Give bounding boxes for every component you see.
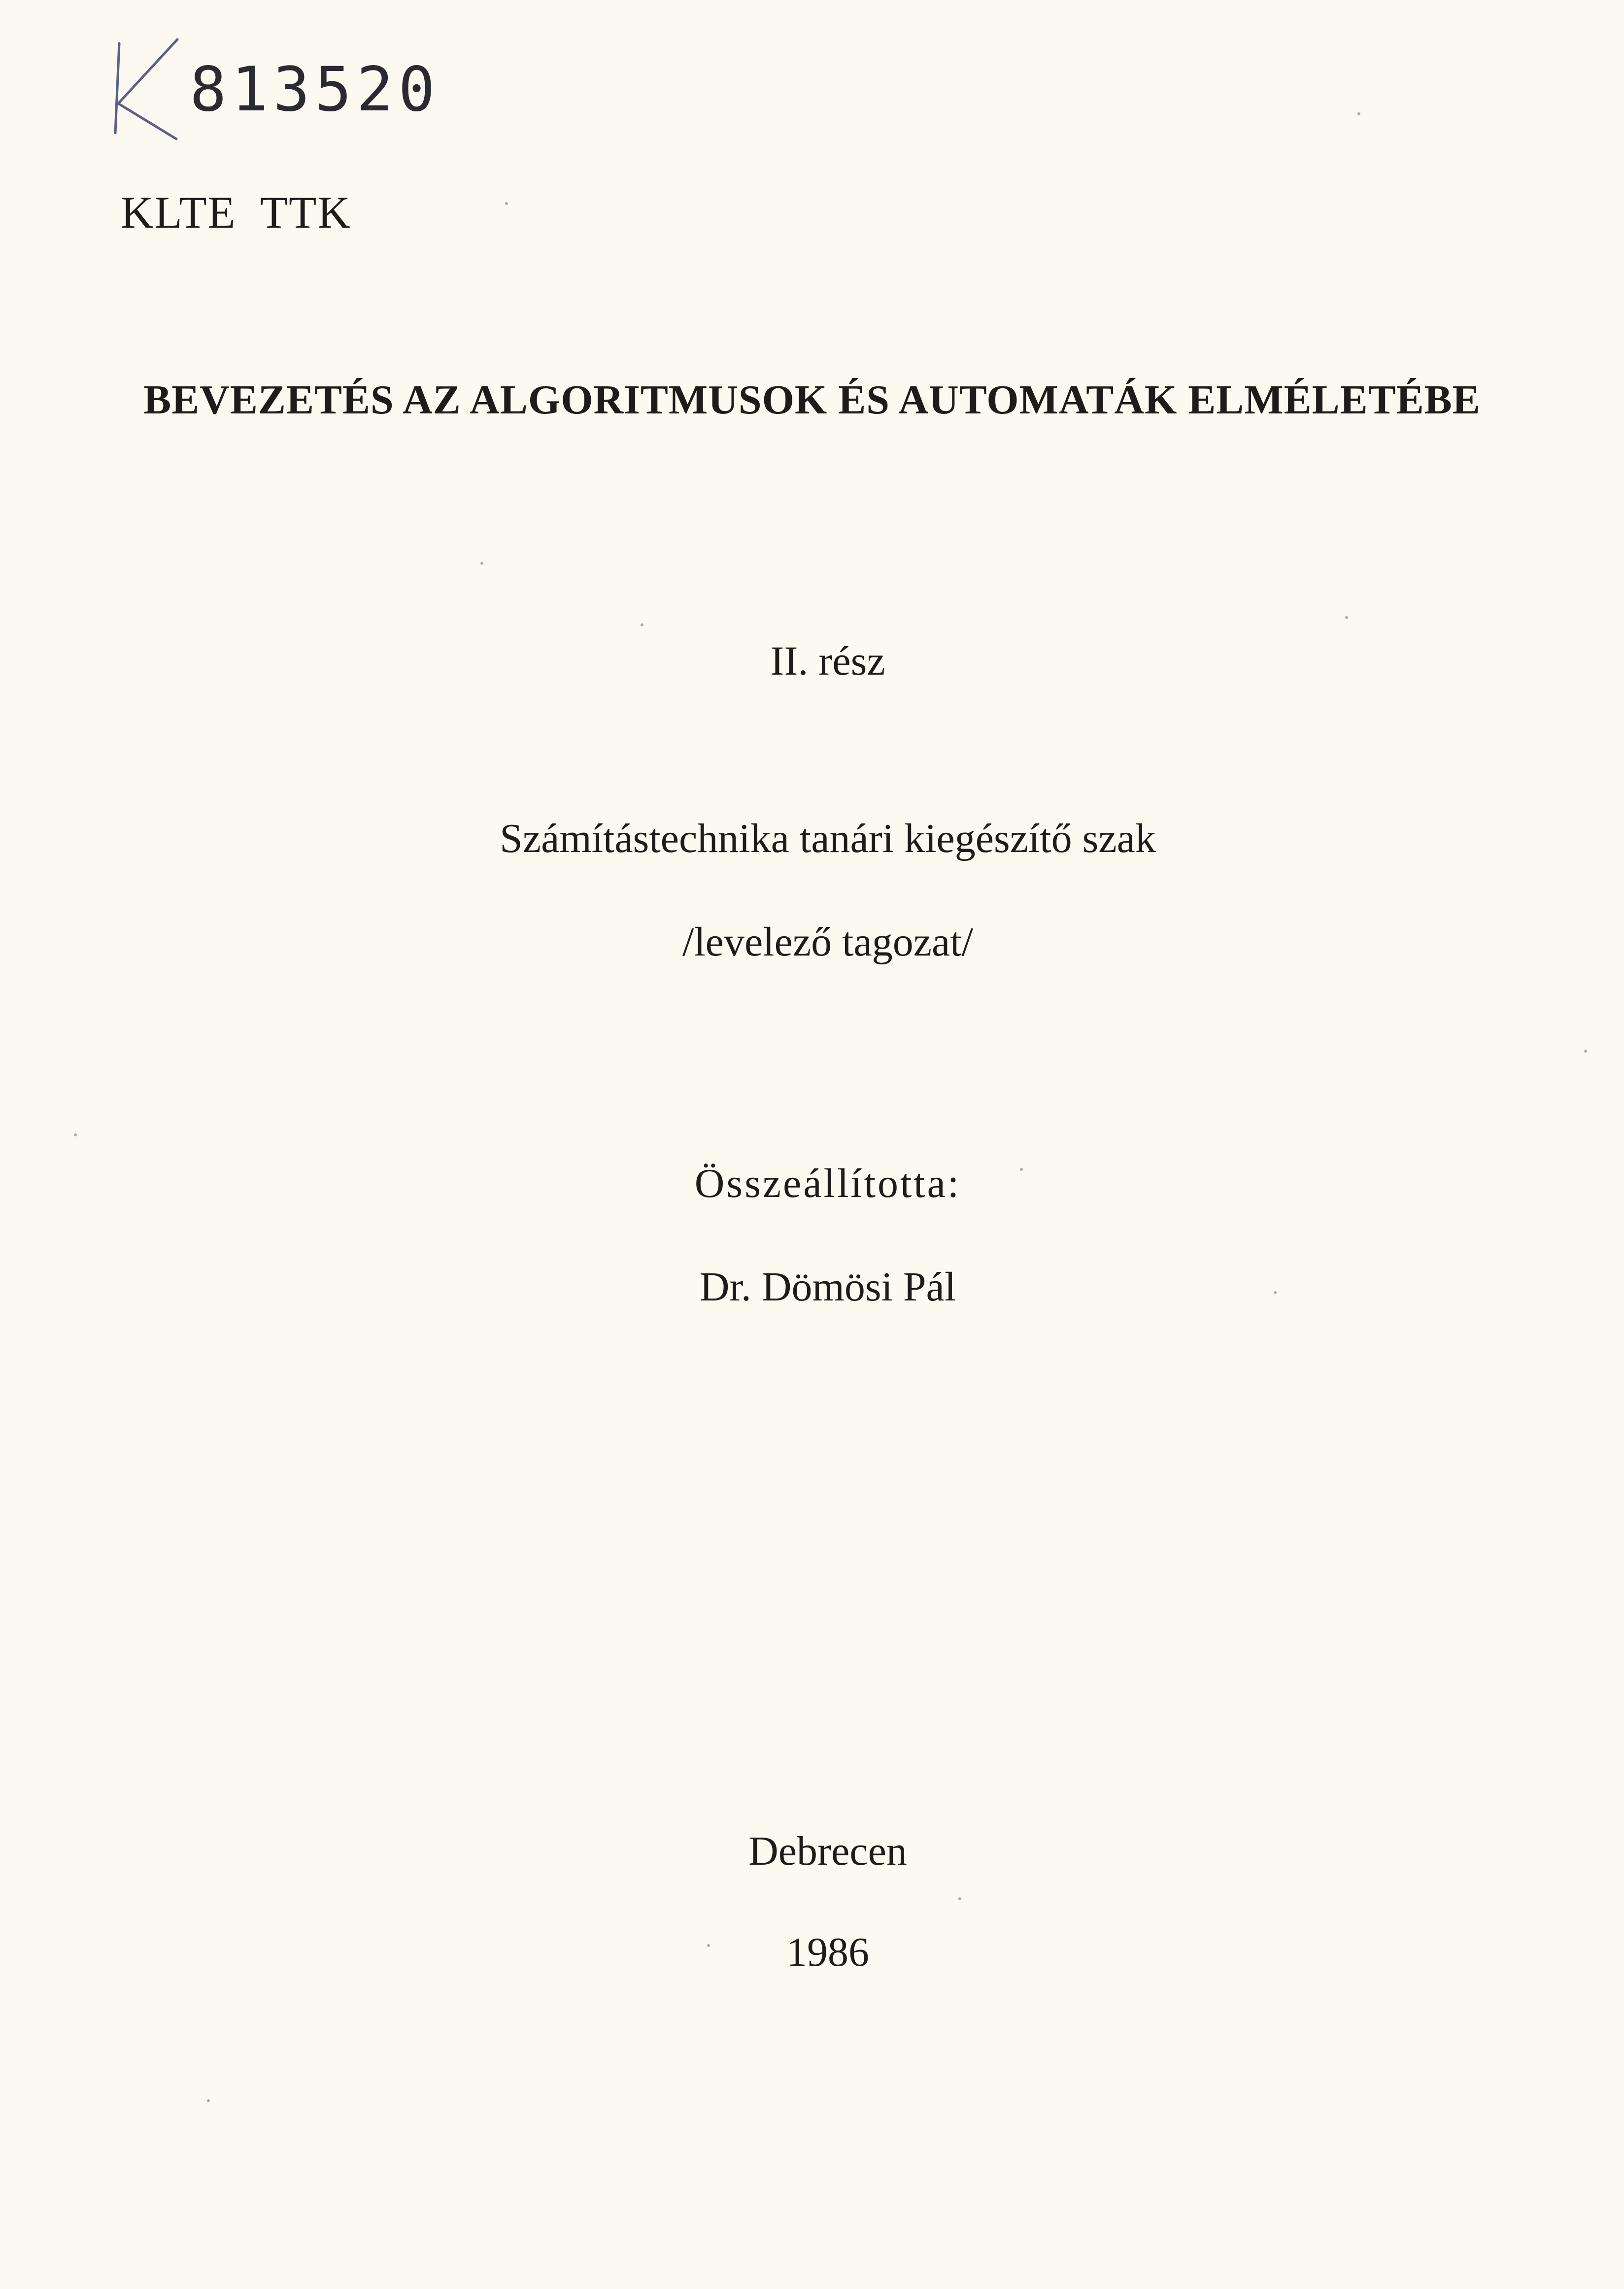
program-label: Számítástechnika tanári kiegészítő szak [500, 816, 1156, 861]
document-title: BEVEZETÉS AZ ALGORITMUSOK ÉS AUTOMATÁK ELMÉLETÉBE [143, 377, 1481, 423]
author-name: Dr. Dömösi Pál [699, 1264, 956, 1310]
institution-label: KLTE TTK [121, 187, 351, 238]
publication-city: Debrecen [748, 1828, 907, 1874]
compiled-by-label: Összeállította: [694, 1161, 961, 1206]
part-label: II. rész [770, 638, 885, 684]
paper-speck [1345, 616, 1348, 619]
study-mode-label: /levelező tagozat/ [682, 919, 973, 965]
paper-speck [1357, 112, 1360, 115]
paper-speck [505, 202, 508, 205]
publication-year: 1986 [786, 1929, 869, 1975]
paper-speck [1020, 1168, 1023, 1171]
paper-speck [707, 1944, 710, 1947]
inventory-number: 813520 [190, 54, 440, 125]
paper-speck [480, 562, 483, 565]
paper-speck [958, 1897, 961, 1900]
paper-speck [1274, 1291, 1277, 1294]
paper-speck [1584, 1050, 1587, 1053]
paper-speck [207, 2099, 210, 2102]
paper-speck [641, 623, 643, 626]
handwritten-k-mark [108, 34, 182, 143]
paper-speck [74, 1133, 77, 1136]
